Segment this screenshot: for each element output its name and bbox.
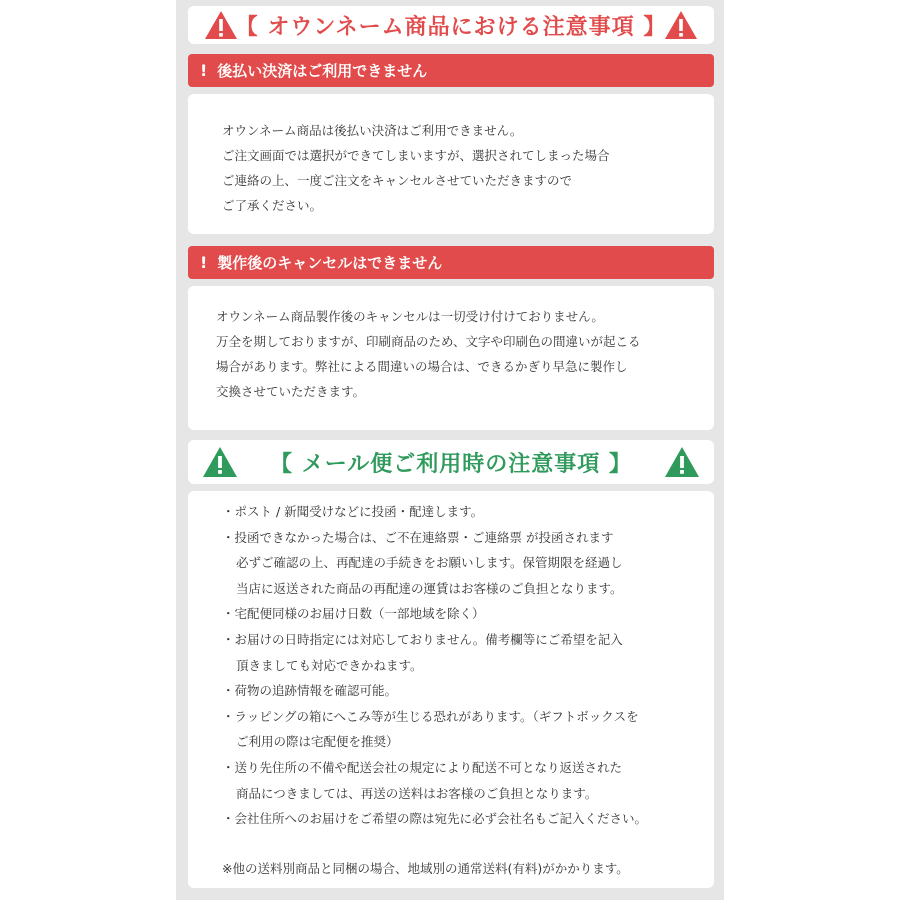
cancel-text-card (188, 286, 714, 430)
warning-triangle-icon (664, 446, 700, 478)
text-line: 商品につきましては、再送の送料はお客様のご負担となります。 (236, 785, 598, 801)
text-line: 必ずご確認の上、再配達の手続きをお願いします。保管期限を経過し (236, 555, 623, 571)
deferred-payment-text-card (188, 94, 714, 234)
text-line: ご連絡の上、一度ご注文をキャンセルさせていただきますので (222, 173, 573, 188)
text-line: ご注文画面では選択ができてしまいますが、選択されてしまった場合 (222, 148, 610, 163)
bullet-line: ・宅配便同様のお届け日数（一部地域を除く） (222, 606, 485, 622)
text-line: オウンネーム商品は後払い決済はご利用できません。 (222, 123, 523, 138)
text-line: ご利用の際は宅配便を推奨） (236, 734, 399, 750)
text-line: オウンネーム商品製作後のキャンセルは一切受け付けておりません。 (216, 309, 604, 324)
bullet-line: ・ラッピングの箱にへこみ等が生じる恐れがあります。（ギフトボックスを (222, 708, 639, 724)
text-line: 交換させていただきます。 (216, 384, 366, 399)
bullet-line: ・荷物の追跡情報を確認可能。 (222, 683, 398, 699)
own-name-notice-title: 【 オウンネーム商品における注意事項 】 (235, 14, 667, 40)
text-line: 場合があります。弊社による間違いの場合は、できるかぎり早急に製作し (216, 359, 628, 374)
warning-triangle-icon (204, 10, 238, 40)
text-line: 当店に返送された商品の再配達の運賃はお客様のご負担となります。 (236, 580, 623, 596)
warning-triangle-icon (202, 446, 238, 478)
exclamation-icon: ! (200, 253, 208, 272)
bullet-line: ・ポスト / 新聞受けなどに投函・配達します。 (222, 504, 484, 519)
bullet-line: ・送り先住所の不備や配送会社の規定により配送不可となり返送された (222, 759, 623, 775)
deferred-payment-heading: 後払い決済はご利用できません (217, 62, 428, 80)
bullet-line: ・投函できなかった場合は、ご不在連絡票・ご連絡票 が投函されます (222, 529, 614, 545)
text-line: 頂きましても対応できかねます。 (236, 657, 423, 673)
warning-triangle-icon (664, 10, 698, 40)
cancel-heading: 製作後のキャンセルはできません (217, 254, 443, 272)
mail-delivery-notice-title-card (188, 440, 714, 484)
mail-delivery-notice-title: 【 メール便ご利用時の注意事項 】 (270, 451, 632, 477)
footnote: ※他の送料別商品と同梱の場合、地域別の通常送料(有料)がかかります。 (222, 860, 629, 876)
text-line: ご了承ください。 (222, 198, 323, 213)
text-line: 万全を期しておりますが、印刷商品のため、文字や印刷色の間違いが起こる (216, 334, 641, 349)
mail-delivery-text-card (188, 491, 714, 888)
bullet-line: ・会社住所へのお届けをご希望の際は宛先に必ず会社名もご記入ください。 (222, 811, 648, 827)
exclamation-icon: ! (200, 61, 208, 80)
notice-panel (176, 0, 724, 900)
bullet-line: ・お届けの日時指定には対応しておりません。備考欄等にご希望を記入 (222, 631, 623, 647)
own-name-notice-title-card (188, 6, 714, 44)
deferred-payment-heading-bar (188, 54, 714, 87)
cancel-heading-bar (188, 246, 714, 279)
